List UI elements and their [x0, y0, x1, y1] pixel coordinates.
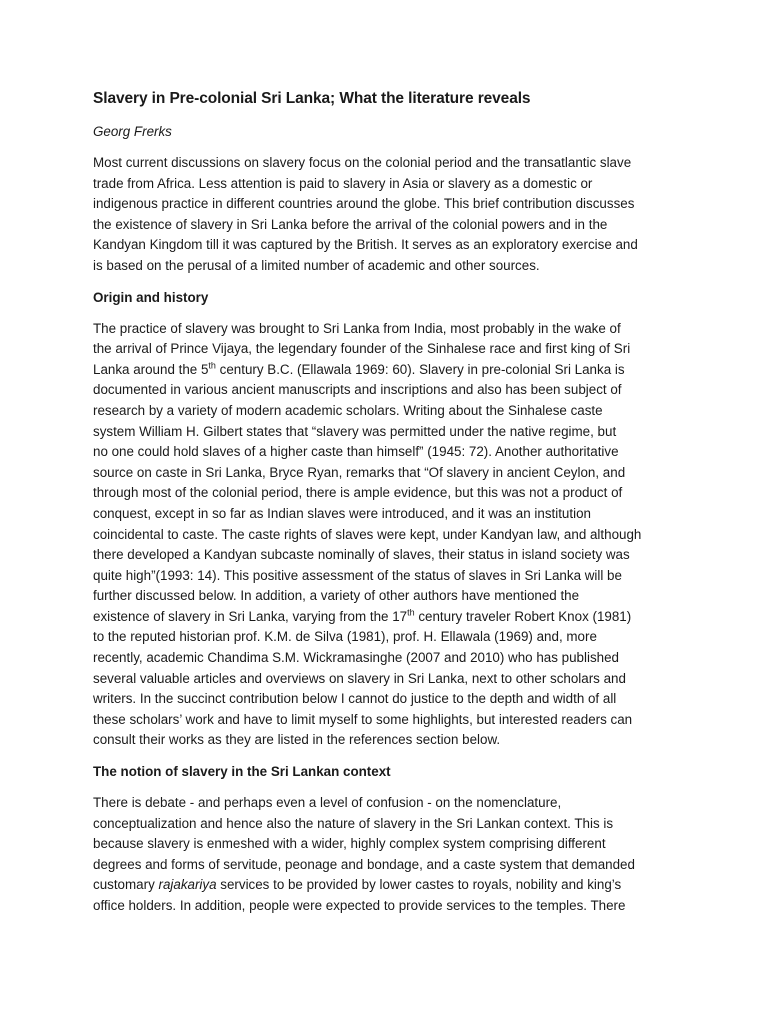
text-line: The practice of slavery was brought to Sri Lanka from India, most probably in the wake of	[93, 320, 621, 336]
section-heading-origin: Origin and history	[93, 289, 209, 305]
text-line: conquest, except in so far as Indian slaves were introduced, and it was an institution	[93, 505, 591, 521]
author-name: Georg Frerks	[93, 124, 172, 139]
text-line: no one could hold slaves of a higher caste than himself” (1945: 72). Another authoritative	[93, 444, 619, 460]
italic-term: rajakariya	[158, 877, 217, 893]
text-line: writers. In the succinct contribution below I cannot do justice to the depth and width of all	[93, 691, 617, 707]
text-line: system William H. Gilbert states that “slavery was permitted under the native regime, but	[93, 423, 617, 439]
text-line: because slavery is enmeshed with a wider, highly complex system comprising different	[93, 836, 606, 852]
intro-paragraph	[93, 153, 675, 277]
section-heading-notion: The notion of slavery in the Sri Lankan context	[93, 764, 391, 780]
text-line	[93, 607, 675, 628]
text-line	[93, 360, 675, 381]
text-segment: existence of slavery in Sri Lanka, varying from the 17	[93, 608, 408, 624]
text-line: further discussed below. In addition, a variety of other authors have mentioned the	[93, 588, 580, 604]
text-line: the existence of slavery in Sri Lanka before the arrival of the colonial powers and in the	[93, 216, 608, 232]
text-line	[93, 875, 675, 896]
text-line: coincidental to caste. The caste rights of slaves were kept, under Kandyan law, and although	[93, 526, 642, 542]
superscript: th	[208, 360, 216, 371]
text-line: consult their works as they are listed in the references section below.	[93, 732, 501, 748]
origin-paragraph	[93, 319, 675, 751]
text-line: through most of the colonial period, there is ample evidence, but this was not a product of	[93, 485, 623, 501]
notion-paragraph	[93, 793, 675, 917]
text-line: recently, academic Chandima S.M. Wickramasinghe (2007 and 2010) who has published	[93, 650, 619, 666]
text-line: conceptualization and hence also the nature of slavery in the Sri Lankan context. This is	[93, 815, 614, 831]
text-line: quite high”(1993: 14). This positive assessment of the status of slaves in Sri Lanka will be	[93, 567, 622, 583]
text-line: research by a variety of modern academic scholars. Writing about the Sinhalese caste	[93, 402, 603, 418]
document-page	[93, 88, 675, 928]
text-line: these scholars’ work and have to limit myself to some highlights, but interested readers can	[93, 711, 633, 727]
text-line: degrees and forms of servitude, peonage and bondage, and a caste system that demanded	[93, 856, 635, 872]
text-segment: Lanka around the 5	[93, 361, 209, 377]
text-line: there developed a Kandyan subcaste nominally of slaves, their status in island society was	[93, 547, 630, 563]
text-line: office holders. In addition, people were expected to provide services to the temples. There	[93, 898, 626, 913]
document-title: Slavery in Pre-colonial Sri Lanka; What the literature reveals	[93, 90, 531, 107]
text-segment: customary	[93, 877, 159, 893]
text-line: documented in various ancient manuscripts and inscriptions and also has been subject of	[93, 382, 622, 398]
text-line: indigenous practice in different countries around the globe. This brief contribution discusses	[93, 196, 635, 212]
text-line: several valuable articles and overviews on slavery in Sri Lanka, next to other scholars and	[93, 670, 626, 686]
text-line: the arrival of Prince Vijaya, the legendary founder of the Sinhalese race and first king of Sri	[93, 341, 631, 357]
text-line: Kandyan Kingdom till it was captured by the British. It serves as an exploratory exercise and	[93, 237, 638, 253]
text-line: is based on the perusal of a limited number of academic and other sources.	[93, 257, 540, 273]
text-segment: services to be provided by lower castes to royals, nobility and king’s	[216, 877, 622, 893]
text-line: Most current discussions on slavery focus on the colonial period and the transatlantic slave	[93, 155, 632, 170]
text-line: trade from Africa. Less attention is paid to slavery in Asia or slavery as a domestic or	[93, 175, 593, 191]
text-segment: century B.C. (Ellawala 1969: 60). Slavery in pre-colonial Sri Lanka is	[215, 361, 625, 377]
text-line: source on caste in Sri Lanka, Bryce Ryan, remarks that “Of slavery in ancient Ceylon, and	[93, 464, 626, 480]
text-line: There is debate - and perhaps even a level of confusion - on the nomenclature,	[93, 795, 562, 811]
text-line: to the reputed historian prof. K.M. de Silva (1981), prof. H. Ellawala (1969) and, more	[93, 629, 597, 645]
text-segment: century traveler Robert Knox (1981)	[414, 608, 632, 624]
superscript: th	[407, 607, 415, 618]
